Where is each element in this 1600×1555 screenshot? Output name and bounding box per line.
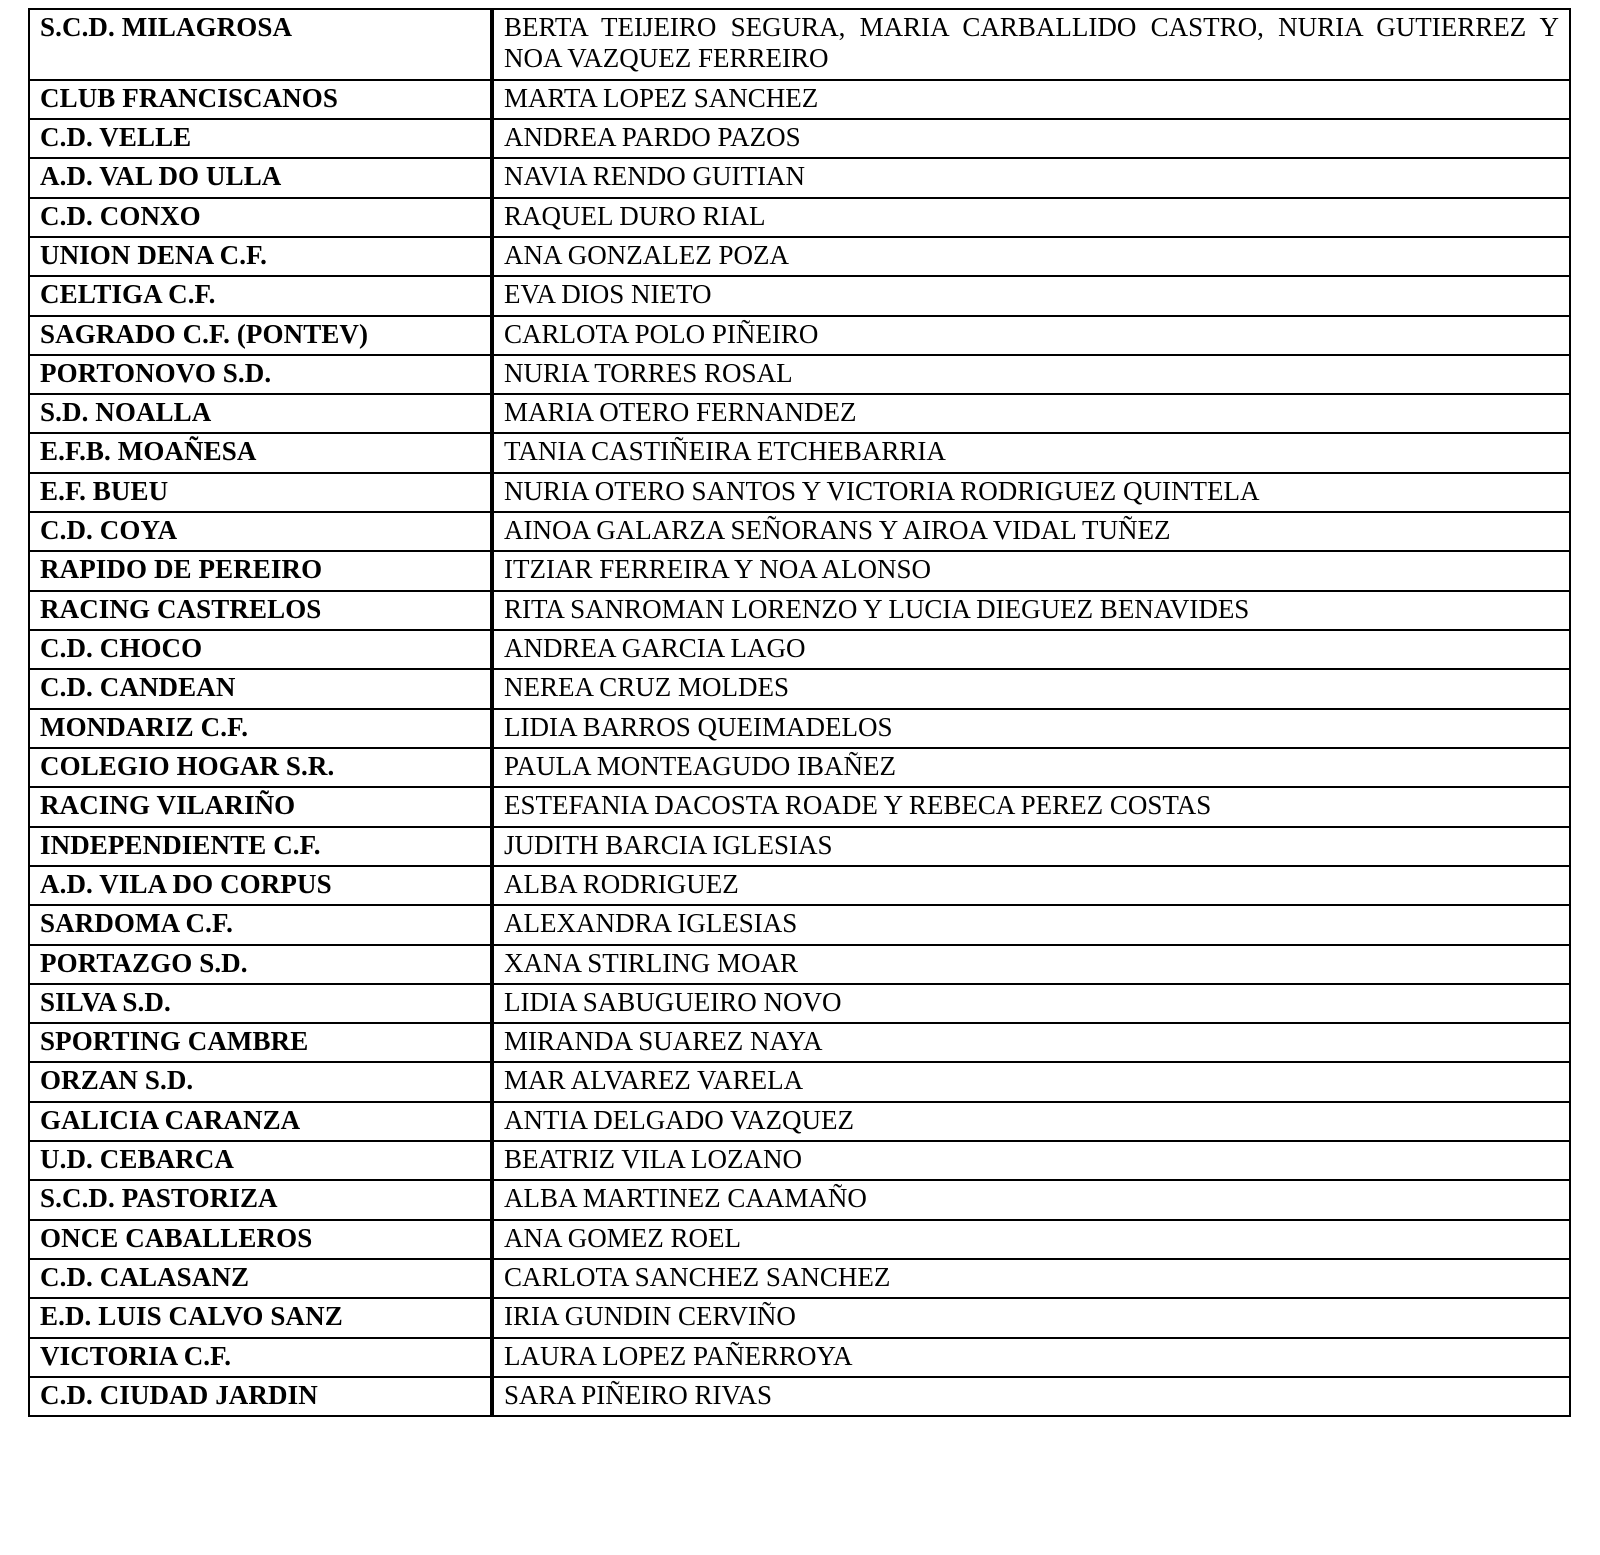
players-cell: SARA PIÑEIRO RIVAS	[492, 1378, 1571, 1417]
players-cell: ITZIAR FERREIRA Y NOA ALONSO	[492, 552, 1571, 591]
table-row	[28, 1142, 1571, 1181]
club-name-cell: INDEPENDIENTE C.F.	[28, 828, 492, 867]
players-cell: IRIA GUNDIN CERVIÑO	[492, 1299, 1571, 1338]
club-name-cell: S.D. NOALLA	[28, 395, 492, 434]
table-row	[28, 985, 1571, 1024]
club-name-cell: COLEGIO HOGAR S.R.	[28, 749, 492, 788]
club-name-cell: PORTAZGO S.D.	[28, 946, 492, 985]
players-cell: CARLOTA SANCHEZ SANCHEZ	[492, 1260, 1571, 1299]
table-row	[28, 552, 1571, 591]
club-name-cell: VICTORIA C.F.	[28, 1339, 492, 1378]
club-name-cell: C.D. CALASANZ	[28, 1260, 492, 1299]
players-cell: NURIA OTERO SANTOS Y VICTORIA RODRIGUEZ QUINTELA	[492, 474, 1571, 513]
players-cell: RAQUEL DURO RIAL	[492, 199, 1571, 238]
table-row	[28, 1181, 1571, 1220]
players-cell: EVA DIOS NIETO	[492, 277, 1571, 316]
table-row	[28, 8, 1571, 81]
table-row	[28, 513, 1571, 552]
players-cell: PAULA MONTEAGUDO IBAÑEZ	[492, 749, 1571, 788]
club-name-cell: C.D. CONXO	[28, 199, 492, 238]
club-name-cell: SILVA S.D.	[28, 985, 492, 1024]
table-body	[28, 8, 1571, 1417]
club-name-cell: S.C.D. PASTORIZA	[28, 1181, 492, 1220]
club-name-cell: GALICIA CARANZA	[28, 1103, 492, 1142]
table-row	[28, 159, 1571, 198]
table-row	[28, 395, 1571, 434]
club-name-cell: ONCE CABALLEROS	[28, 1221, 492, 1260]
club-name-cell: RAPIDO DE PEREIRO	[28, 552, 492, 591]
table-row	[28, 356, 1571, 395]
club-name-cell: S.C.D. MILAGROSA	[28, 8, 492, 81]
players-cell: NEREA CRUZ MOLDES	[492, 670, 1571, 709]
club-name-cell: E.F. BUEU	[28, 474, 492, 513]
club-name-cell: RACING CASTRELOS	[28, 592, 492, 631]
players-cell: NAVIA RENDO GUITIAN	[492, 159, 1571, 198]
players-cell: ANDREA PARDO PAZOS	[492, 120, 1571, 159]
table-row	[28, 828, 1571, 867]
club-name-cell: PORTONOVO S.D.	[28, 356, 492, 395]
table-row	[28, 670, 1571, 709]
table-row	[28, 1221, 1571, 1260]
players-cell: LIDIA SABUGUEIRO NOVO	[492, 985, 1571, 1024]
table-row	[28, 474, 1571, 513]
club-name-cell: C.D. COYA	[28, 513, 492, 552]
table-row	[28, 317, 1571, 356]
club-name-cell: A.D. VILA DO CORPUS	[28, 867, 492, 906]
club-name-cell: E.F.B. MOAÑESA	[28, 434, 492, 473]
club-name-cell: U.D. CEBARCA	[28, 1142, 492, 1181]
players-cell: ANA GOMEZ ROEL	[492, 1221, 1571, 1260]
table-row	[28, 788, 1571, 827]
club-name-cell: SPORTING CAMBRE	[28, 1024, 492, 1063]
table-row	[28, 199, 1571, 238]
club-name-cell: C.D. CANDEAN	[28, 670, 492, 709]
club-name-cell: C.D. CIUDAD JARDIN	[28, 1378, 492, 1417]
table-row	[28, 277, 1571, 316]
club-name-cell: ORZAN S.D.	[28, 1063, 492, 1102]
table-row	[28, 81, 1571, 120]
club-name-cell: SARDOMA C.F.	[28, 906, 492, 945]
table-row	[28, 1339, 1571, 1378]
table-row	[28, 592, 1571, 631]
players-cell: RITA SANROMAN LORENZO Y LUCIA DIEGUEZ BENAVIDES	[492, 592, 1571, 631]
players-cell: ANA GONZALEZ POZA	[492, 238, 1571, 277]
table-row	[28, 749, 1571, 788]
table-row	[28, 1299, 1571, 1338]
club-name-cell: C.D. VELLE	[28, 120, 492, 159]
players-cell: MAR ALVAREZ VARELA	[492, 1063, 1571, 1102]
table-row	[28, 1260, 1571, 1299]
club-name-cell: SAGRADO C.F. (PONTEV)	[28, 317, 492, 356]
players-cell: ALEXANDRA IGLESIAS	[492, 906, 1571, 945]
table-row	[28, 1024, 1571, 1063]
players-cell: ANDREA GARCIA LAGO	[492, 631, 1571, 670]
players-cell: MARTA LOPEZ SANCHEZ	[492, 81, 1571, 120]
table-row	[28, 946, 1571, 985]
table-row	[28, 120, 1571, 159]
players-cell: ANTIA DELGADO VAZQUEZ	[492, 1103, 1571, 1142]
players-cell: ESTEFANIA DACOSTA ROADE Y REBECA PEREZ COSTAS	[492, 788, 1571, 827]
club-name-cell: CLUB FRANCISCANOS	[28, 81, 492, 120]
club-name-cell: A.D. VAL DO ULLA	[28, 159, 492, 198]
club-name-cell: RACING VILARIÑO	[28, 788, 492, 827]
club-name-cell: E.D. LUIS CALVO SANZ	[28, 1299, 492, 1338]
players-cell: JUDITH BARCIA IGLESIAS	[492, 828, 1571, 867]
table-row	[28, 238, 1571, 277]
table-row	[28, 434, 1571, 473]
table-row	[28, 631, 1571, 670]
club-players-table	[28, 8, 1571, 1417]
players-cell: LAURA LOPEZ PAÑERROYA	[492, 1339, 1571, 1378]
players-cell: AINOA GALARZA SEÑORANS Y AIROA VIDAL TUÑEZ	[492, 513, 1571, 552]
players-cell: TANIA CASTIÑEIRA ETCHEBARRIA	[492, 434, 1571, 473]
table-row	[28, 1378, 1571, 1417]
club-name-cell: MONDARIZ C.F.	[28, 710, 492, 749]
players-cell: BEATRIZ VILA LOZANO	[492, 1142, 1571, 1181]
club-name-cell: CELTIGA C.F.	[28, 277, 492, 316]
players-cell: ALBA MARTINEZ CAAMAÑO	[492, 1181, 1571, 1220]
club-name-cell: UNION DENA C.F.	[28, 238, 492, 277]
players-cell: CARLOTA POLO PIÑEIRO	[492, 317, 1571, 356]
table-row	[28, 1103, 1571, 1142]
club-name-cell: C.D. CHOCO	[28, 631, 492, 670]
table-row	[28, 906, 1571, 945]
players-cell: BERTA TEIJEIRO SEGURA, MARIA CARBALLIDO CASTRO, NURIA GUTIERREZ Y NOA VAZQUEZ FERREIRO	[492, 8, 1571, 81]
players-cell: NURIA TORRES ROSAL	[492, 356, 1571, 395]
table-row	[28, 1063, 1571, 1102]
players-cell: MARIA OTERO FERNANDEZ	[492, 395, 1571, 434]
table-row	[28, 867, 1571, 906]
players-cell: MIRANDA SUAREZ NAYA	[492, 1024, 1571, 1063]
players-cell: XANA STIRLING MOAR	[492, 946, 1571, 985]
table-row	[28, 710, 1571, 749]
players-cell: ALBA RODRIGUEZ	[492, 867, 1571, 906]
players-cell: LIDIA BARROS QUEIMADELOS	[492, 710, 1571, 749]
